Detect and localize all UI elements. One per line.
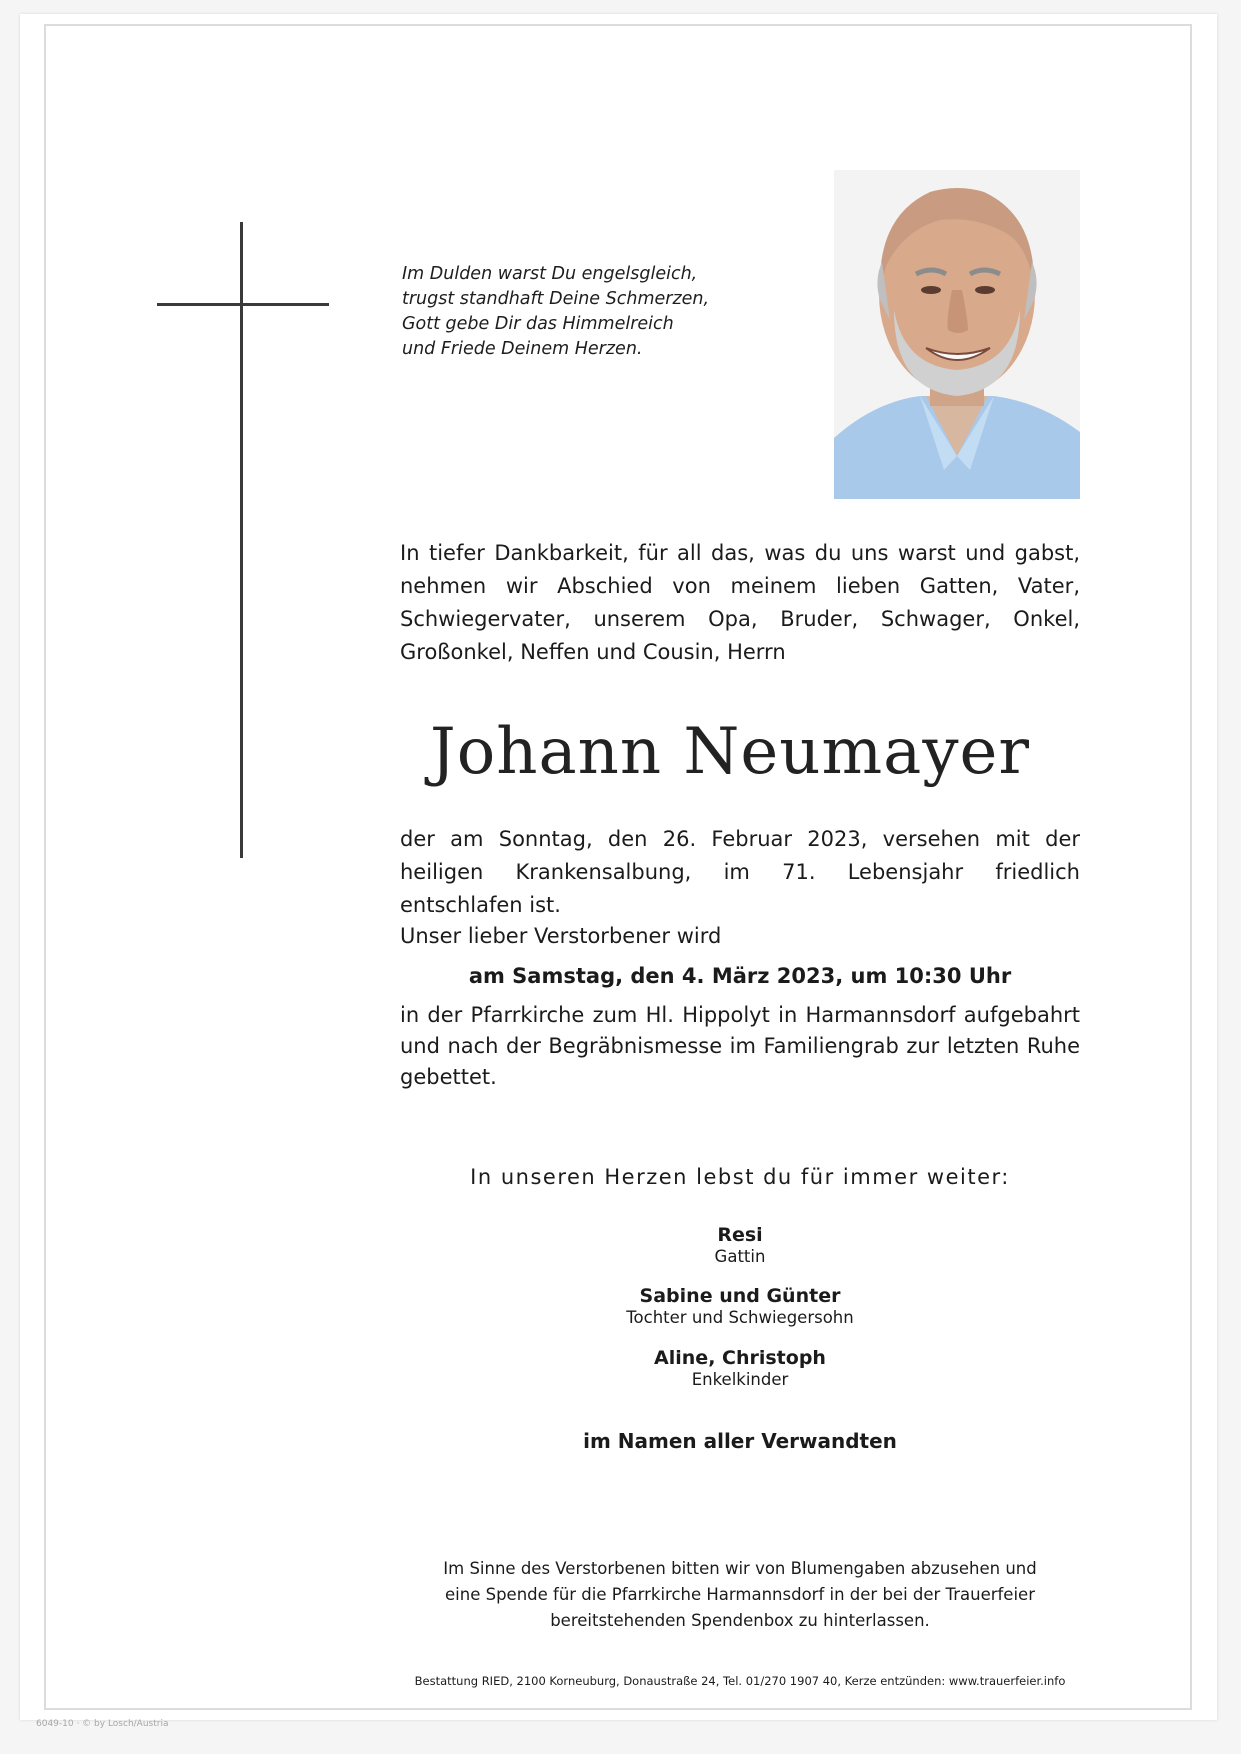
cross-icon-bar xyxy=(157,303,329,306)
poem-line: Gott gebe Dir das Himmelreich xyxy=(402,314,674,334)
portrait-photo xyxy=(834,170,1080,499)
mourner-relation: Tochter und Schwiegersohn xyxy=(626,1308,854,1327)
cross-icon xyxy=(240,222,243,858)
donation-line: bereitstehenden Spendenbox zu hinterlassen. xyxy=(550,1611,930,1630)
donation-line: Im Sinne des Verstorbenen bitten wir von Blumengaben abzusehen und xyxy=(443,1559,1037,1578)
mourner-relation: Enkelkinder xyxy=(691,1370,789,1389)
deceased-name: Johann Neumayer xyxy=(430,715,1030,789)
poem-line: Im Dulden warst Du engelsgleich, xyxy=(402,264,698,284)
memorial-poem xyxy=(402,262,782,362)
funeral-place: in der Pfarrkirche zum Hl. Hippolyt in Harmannsdorf aufgebahrt und nach der Begräbnismesse im Familiengrab zur letzten Ruhe gebettet. xyxy=(400,1003,1080,1089)
mourner-name: Resi xyxy=(717,1224,763,1246)
poem-line: trugst standhaft Deine Schmerzen, xyxy=(402,289,710,309)
hearts-line: In unseren Herzen lebst du für immer weiter: xyxy=(470,1165,1010,1189)
mourner-entry xyxy=(400,1284,1080,1328)
intro-text: In tiefer Dankbarkeit, für all das, was du uns warst und gabst, nehmen wir Abschied von meinem lieben Gatten, Vater, Schwiegervater, unserem Opa, Bruder, Schwager, Onkel, Großonkel, Neffen und Cousin, Herrn xyxy=(400,541,1080,664)
undertaker-footer: Bestattung RIED, 2100 Korneuburg, Donaustraße 24, Tel. 01/270 1907 40, Kerze entzünden: www.trauerfeier.info xyxy=(414,1674,1066,1688)
mourner-entry xyxy=(400,1346,1080,1390)
template-code: 6049-10 · © by Losch/Austria xyxy=(36,1719,169,1729)
relatives-line: im Namen aller Verwandten xyxy=(583,1429,897,1453)
death-notice: der am Sonntag, den 26. Februar 2023, versehen mit der heiligen Krankensalbung, im 71. Lebensjahr friedlich entschlafen ist. xyxy=(400,827,1080,917)
funeral-date: am Samstag, den 4. März 2023, um 10:30 Uhr xyxy=(468,964,1012,988)
mourner-relation: Gattin xyxy=(714,1247,766,1266)
mourner-entry xyxy=(400,1223,1080,1267)
donation-notice xyxy=(400,1556,1080,1634)
mourner-name: Aline, Christoph xyxy=(654,1347,826,1369)
funeral-intro: Unser lieber Verstorbener wird xyxy=(400,924,722,948)
poem-line: und Friede Deinem Herzen. xyxy=(402,339,643,359)
mourner-name: Sabine und Günter xyxy=(639,1285,841,1307)
donation-line: eine Spende für die Pfarrkirche Harmannsdorf in der bei der Trauerfeier xyxy=(445,1585,1035,1604)
